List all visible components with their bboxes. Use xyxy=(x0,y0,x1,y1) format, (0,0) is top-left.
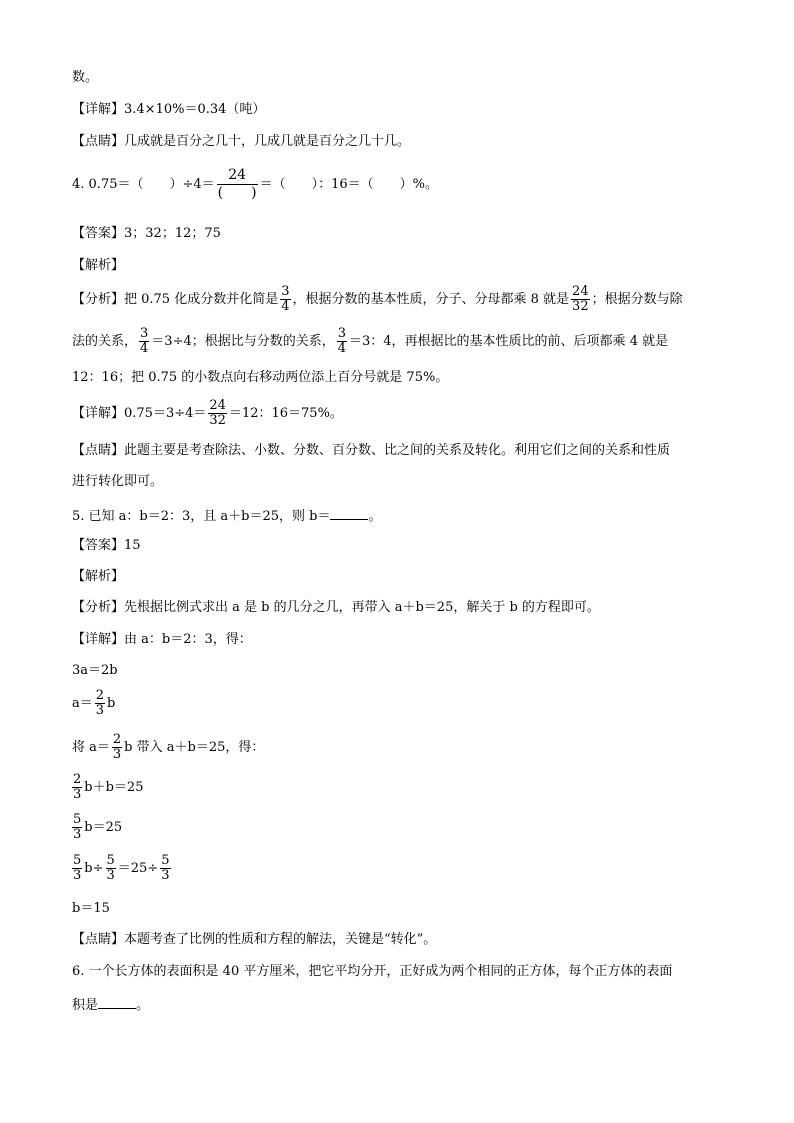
fraction-denominator: 4 xyxy=(140,341,149,356)
fraction-numerator: 5 xyxy=(73,812,82,827)
tip-line-4a: 【点睛】此题主要是考查除法、小数、分数、百分数、比之间的关系及转化。利用它们之间的关系和性质 xyxy=(72,443,671,458)
tip-line-5: 【点睛】本题考查了比例的性质和方程的解法，关键是“转化”。 xyxy=(72,932,437,947)
fraction-2-3 xyxy=(72,773,82,802)
analysis-text: ；根据分数与除 xyxy=(591,292,683,307)
equation-text: b＝25 xyxy=(84,820,123,835)
question-6-end: 。 xyxy=(136,998,150,1013)
fraction-numerator: 24 xyxy=(228,167,247,183)
question-5-text: 5. 已知 a：b＝2：3，且 a＋b＝25，则 b＝ xyxy=(72,509,331,524)
fraction-denominator: 3 xyxy=(161,868,170,883)
analysis-line-2 xyxy=(72,324,668,360)
equation-6 xyxy=(70,851,173,887)
fraction-numerator: 3 xyxy=(281,284,290,299)
analysis-text: 【分析】把 0.75 化成分数并化简是 xyxy=(72,292,279,307)
equation-7: b＝15 xyxy=(72,901,110,916)
equation-text: b＋b＝25 xyxy=(84,780,144,795)
fraction-denominator: 3 xyxy=(112,747,122,762)
fraction-numerator: 5 xyxy=(161,853,170,868)
equation-text: b÷ xyxy=(84,861,104,876)
equation-3 xyxy=(72,730,264,766)
fraction-24-blank xyxy=(217,167,258,202)
analysis-line-5: 【分析】先根据比例式求出 a 是 b 的几分之几，再带入 a＋b＝25，解关于 b 的方程即可。 xyxy=(72,600,600,615)
answer-line-5: 【答案】15 xyxy=(72,538,141,553)
equation-text: b 带入 a＋b＝25，得： xyxy=(124,740,265,755)
fraction-numerator: 3 xyxy=(140,326,149,341)
answer-line: 【答案】3；32；12；75 xyxy=(72,226,221,241)
fraction-denominator: 32 xyxy=(209,413,226,428)
fraction-24-32 xyxy=(208,399,227,428)
fraction-3-4 xyxy=(139,327,149,356)
equation-text: 将 a＝ xyxy=(72,740,110,755)
fraction-denominator: 3 xyxy=(95,703,105,718)
equation-text: a＝ xyxy=(72,696,93,711)
question-4-part-b: ＝（ ）：16＝（ ）%。 xyxy=(259,177,438,192)
fraction-denominator: 3 xyxy=(73,787,82,802)
answer-blank xyxy=(330,507,368,520)
tip-line-4b: 进行转化即可。 xyxy=(72,474,164,489)
fraction-2-3 xyxy=(112,733,122,762)
equation-4 xyxy=(70,770,143,806)
fraction-numerator: 3 xyxy=(337,326,347,341)
question-6-line-1: 6. 一个长方体的表面积是 40 平方厘米，把它平均分开，正好成为两个相同的正方体，每个正方体的表面 xyxy=(72,964,673,979)
fraction-denominator: 3 xyxy=(73,827,82,842)
question-4-part-a: 4. 0.75＝（ ）÷4＝ xyxy=(72,177,215,192)
analysis-text: ＝3：4，再根据比的基本性质比的前、后项都乘 4 就是 xyxy=(349,334,669,349)
text-line: 数。 xyxy=(72,70,99,85)
detail-text: 【详解】0.75＝3÷4＝ xyxy=(72,406,207,421)
question-4 xyxy=(72,166,438,204)
question-6-text: 积是 xyxy=(72,998,99,1013)
detail-line: 【详解】3.4×10%＝0.34（吨） xyxy=(72,102,266,117)
fraction-2-3 xyxy=(95,689,105,718)
fraction-numerator: 24 xyxy=(209,398,226,413)
fraction-24-32 xyxy=(571,285,590,314)
analysis-line-3: 12：16；把 0.75 的小数点向右移动两位添上百分号就是 75%。 xyxy=(72,370,449,385)
equation-5 xyxy=(70,810,122,846)
fraction-denominator: ( ) xyxy=(217,185,257,201)
tip-line: 【点睛】几成就是百分之几十，几成几就是百分之几十几。 xyxy=(72,134,411,149)
fraction-5-3 xyxy=(160,854,170,883)
fraction-numerator: 2 xyxy=(95,688,105,703)
equation-1: 3a＝2b xyxy=(72,663,118,678)
analysis-text: ，根据分数的基本性质，分子、分母都乘 8 就是 xyxy=(292,292,570,307)
fraction-denominator: 4 xyxy=(281,299,290,314)
fraction-denominator: 32 xyxy=(572,299,589,314)
equation-text: b xyxy=(107,696,116,711)
fraction-3-4 xyxy=(337,327,347,356)
equation-text: ＝25÷ xyxy=(117,861,159,876)
fraction-numerator: 5 xyxy=(106,853,115,868)
fraction-5-3 xyxy=(72,813,82,842)
fraction-numerator: 24 xyxy=(572,284,589,299)
detail-text: ＝12：16＝75%。 xyxy=(228,406,343,421)
analysis-text: 法的关系， xyxy=(72,334,138,349)
fraction-numerator: 5 xyxy=(73,853,82,868)
question-5 xyxy=(72,507,382,525)
fraction-numerator: 2 xyxy=(73,772,82,787)
answer-blank xyxy=(98,996,136,1009)
fraction-denominator: 3 xyxy=(73,868,82,883)
equation-2 xyxy=(72,686,115,722)
fraction-numerator: 2 xyxy=(112,732,122,747)
fraction-5-3 xyxy=(106,854,116,883)
question-6-line-2 xyxy=(72,996,149,1014)
fraction-3-4 xyxy=(280,285,290,314)
analysis-heading: 【解析】 xyxy=(72,258,125,273)
detail-line-4 xyxy=(72,396,343,432)
question-5-end: 。 xyxy=(368,509,382,524)
fraction-denominator: 3 xyxy=(106,868,115,883)
analysis-line-1 xyxy=(72,282,683,318)
analysis-heading-5: 【解析】 xyxy=(72,569,125,584)
analysis-text: ＝3÷4；根据比与分数的关系， xyxy=(151,334,335,349)
fraction-denominator: 4 xyxy=(337,341,347,356)
fraction-5-3 xyxy=(72,854,82,883)
detail-line-5: 【详解】由 a：b＝2：3，得： xyxy=(72,632,252,647)
